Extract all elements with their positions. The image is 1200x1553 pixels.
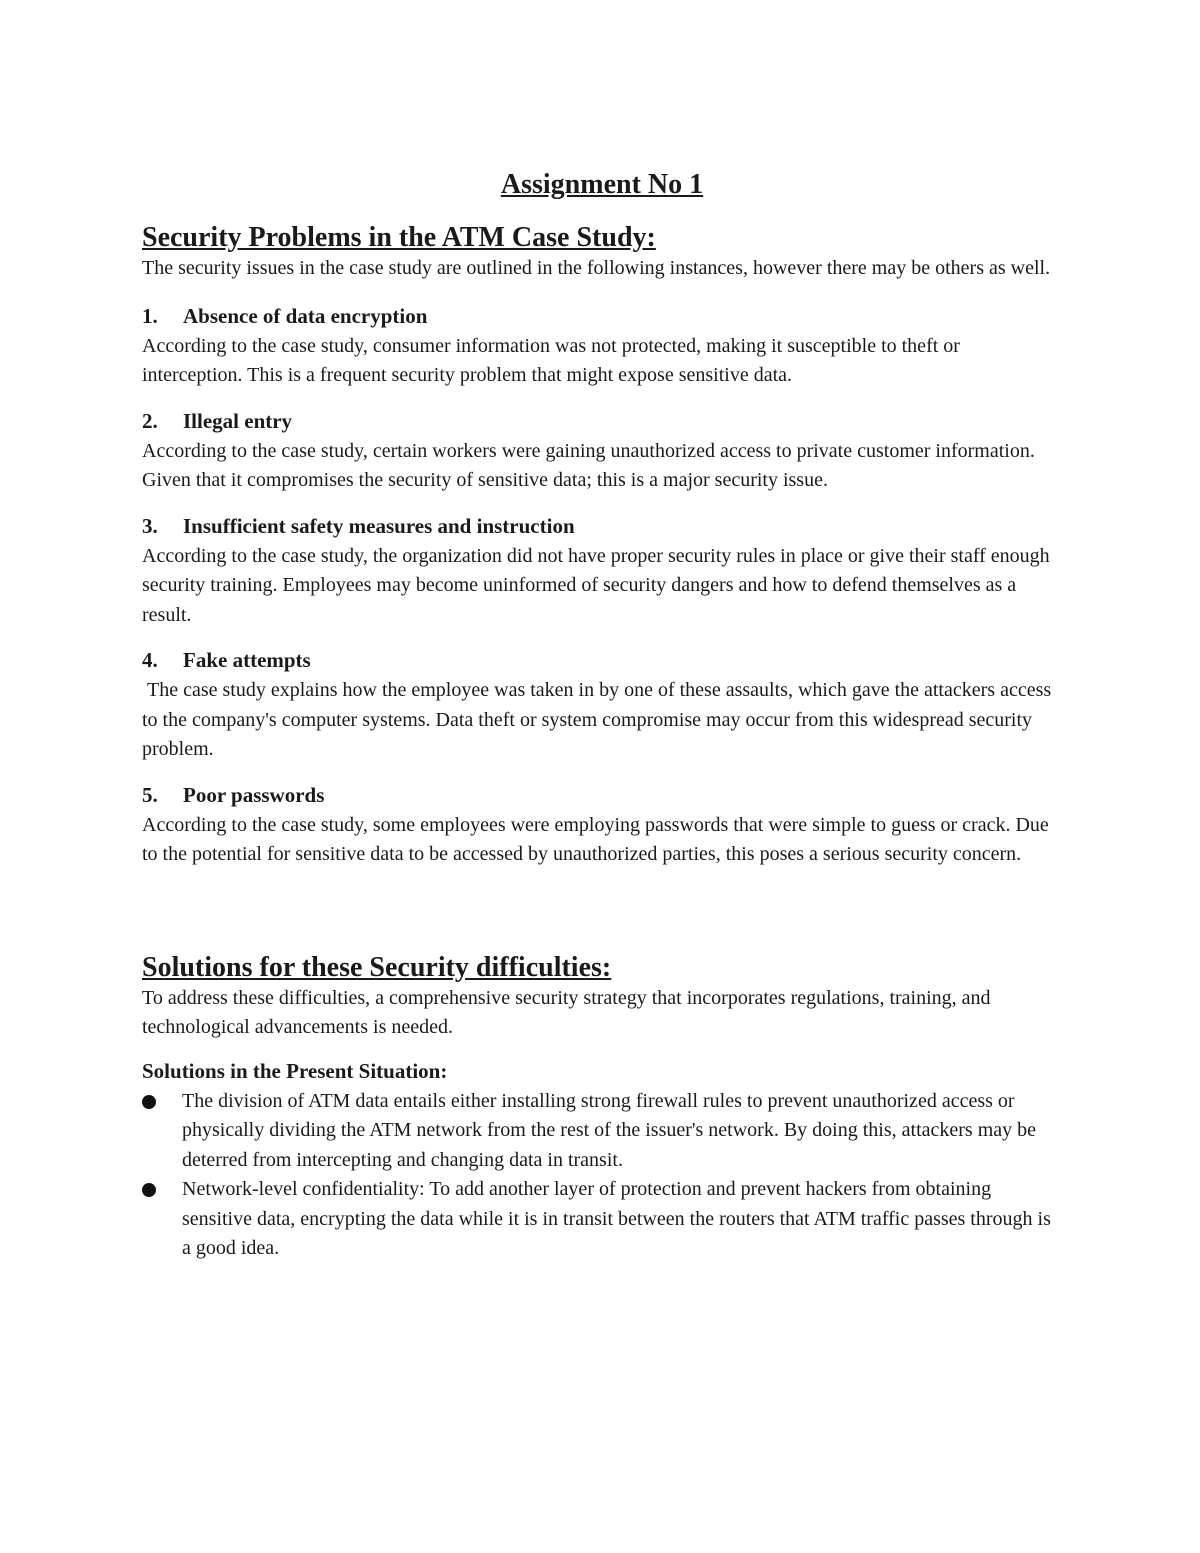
problems-section-heading: Security Problems in the ATM Case Study: — [142, 222, 656, 253]
problem-item — [142, 781, 1062, 870]
solutions-intro: To address these difficulties, a comprehensive security strategy that incorporates regulations, training, and technological advancements is needed. — [142, 986, 991, 1038]
section-spacer — [142, 886, 1062, 952]
problem-number: 5. — [142, 782, 158, 807]
solution-bullet — [142, 1087, 1062, 1176]
problem-title: Fake attempts — [183, 648, 311, 672]
problem-item — [142, 407, 1062, 496]
bullet-dot-icon — [142, 1175, 182, 1264]
problem-number: 3. — [142, 513, 158, 538]
problem-number: 4. — [142, 648, 158, 672]
problems-intro: The security issues in the case study are outlined in the following instances, however there may be others as well. — [142, 257, 1051, 279]
problem-item — [142, 302, 1062, 391]
solution-bullet-text: Network-level confidentiality: To add another layer of protection and prevent hackers from obtaining sensitive data, encrypting the data while it is in transit between the routers that ATM traffic passes through is a good idea. — [182, 1178, 1051, 1259]
problem-title: Absence of data encryption — [183, 303, 428, 328]
problem-body: According to the case study, consumer information was not protected, making it susceptible to theft or interception. This is a frequent security problem that might expose sensitive data. — [142, 334, 960, 386]
solutions-bullet-list — [142, 1087, 1062, 1264]
problem-body: According to the case study, the organization did not have proper security rules in place or give their staff enough security training. Employees may become uninformed of security dangers and how to defend themselves as a result. — [142, 544, 1050, 626]
problem-number: 2. — [142, 408, 158, 433]
problem-title: Poor passwords — [183, 782, 325, 807]
problem-item — [142, 512, 1062, 631]
solution-bullet — [142, 1175, 1062, 1264]
problem-item — [142, 646, 1062, 765]
problem-body: According to the case study, certain workers were gaining unauthorized access to private customer information. Given that it compromises the security of sensitive data; this is a major security issue. — [142, 439, 1035, 491]
problem-number: 1. — [142, 303, 158, 328]
document-title: Assignment No 1 — [500, 169, 704, 200]
document-page — [142, 168, 1062, 1264]
problem-title: Illegal entry — [183, 408, 293, 433]
problem-body: According to the case study, some employees were employing passwords that were simple to guess or crack. Due to the potential for sensitive data to be accessed by unauthorized parties, this poses a serious security concern. — [142, 813, 1049, 865]
solution-bullet-text: The division of ATM data entails either installing strong firewall rules to prevent unauthorized access or physically dividing the ATM network from the rest of the issuer's network. By doing this, attackers may be deterred from intercepting and changing data in transit. — [182, 1089, 1037, 1171]
solutions-subheading: Solutions in the Present Situation: — [142, 1058, 448, 1083]
bullet-dot-icon — [142, 1087, 182, 1176]
solutions-section-heading: Solutions for these Security difficulties: — [142, 951, 612, 983]
problem-title: Insufficient safety measures and instruction — [183, 513, 575, 538]
problem-body: The case study explains how the employee was taken in by one of these assaults, which gave the attackers access to the company's computer systems. Data theft or system compromise may occur from this widespread security problem. — [142, 679, 1057, 760]
